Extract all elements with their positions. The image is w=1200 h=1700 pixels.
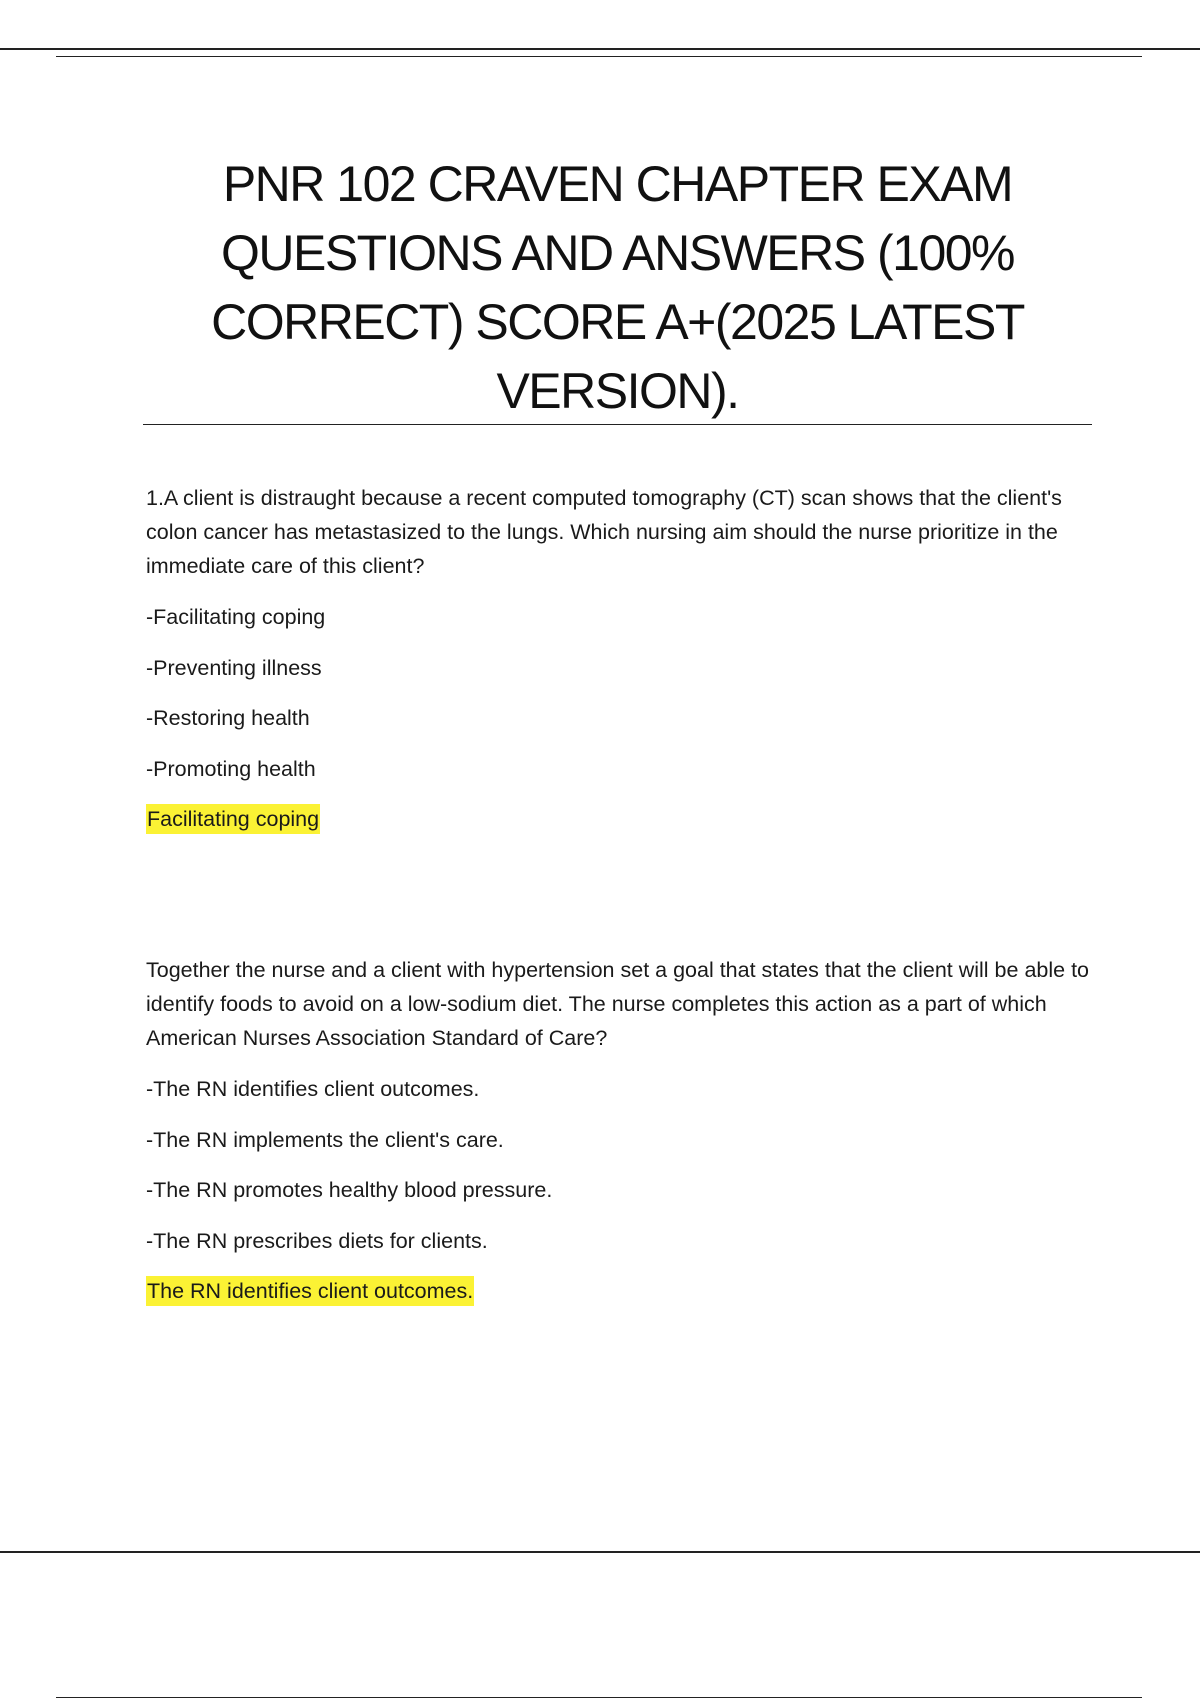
question-2-options	[146, 1072, 1096, 1274]
option-item: -Preventing illness	[146, 655, 322, 680]
title-line: QUESTIONS AND ANSWERS (100%	[220, 225, 1015, 281]
question-2-text: Together the nurse and a client with hypertension set a goal that states that the client will be able to identify foods to avoid on a low-sodium diet. The nurse completes this action as a part of which American Nurses Association Standard of Care?	[146, 958, 1089, 1050]
option-item: -The RN prescribes diets for clients.	[146, 1228, 488, 1253]
option-item: -Restoring health	[146, 706, 310, 730]
title-line: PNR 102 CRAVEN CHAPTER EXAM	[222, 156, 1013, 212]
bottom-divider-inner	[56, 1697, 1142, 1698]
question-1-text: 1.A client is distraught because a recent computed tomography (CT) scan shows that the client's colon cancer has metastasized to the lungs. Which nursing aim should the nurse prioritize in the immediate care of this client?	[146, 486, 1062, 578]
option-item: -Promoting health	[146, 756, 316, 781]
top-divider	[0, 48, 1200, 50]
bottom-divider	[0, 1551, 1200, 1553]
option-item: -Facilitating coping	[146, 605, 326, 629]
question-1-options	[146, 600, 1096, 802]
question-1-answer-highlight: Facilitating coping	[146, 804, 320, 834]
option-item: -The RN identifies client outcomes.	[146, 1077, 480, 1101]
title-line: CORRECT) SCORE A+(2025 LATEST	[211, 294, 1024, 350]
option-item: -The RN promotes healthy blood pressure.	[146, 1178, 553, 1202]
question-2-answer-highlight: The RN identifies client outcomes.	[146, 1276, 474, 1306]
top-divider-inner	[56, 56, 1142, 57]
title-underline	[143, 424, 1092, 425]
option-item: -The RN implements the client's care.	[146, 1127, 504, 1152]
document-title	[190, 150, 1045, 426]
title-line: VERSION).	[496, 363, 739, 419]
